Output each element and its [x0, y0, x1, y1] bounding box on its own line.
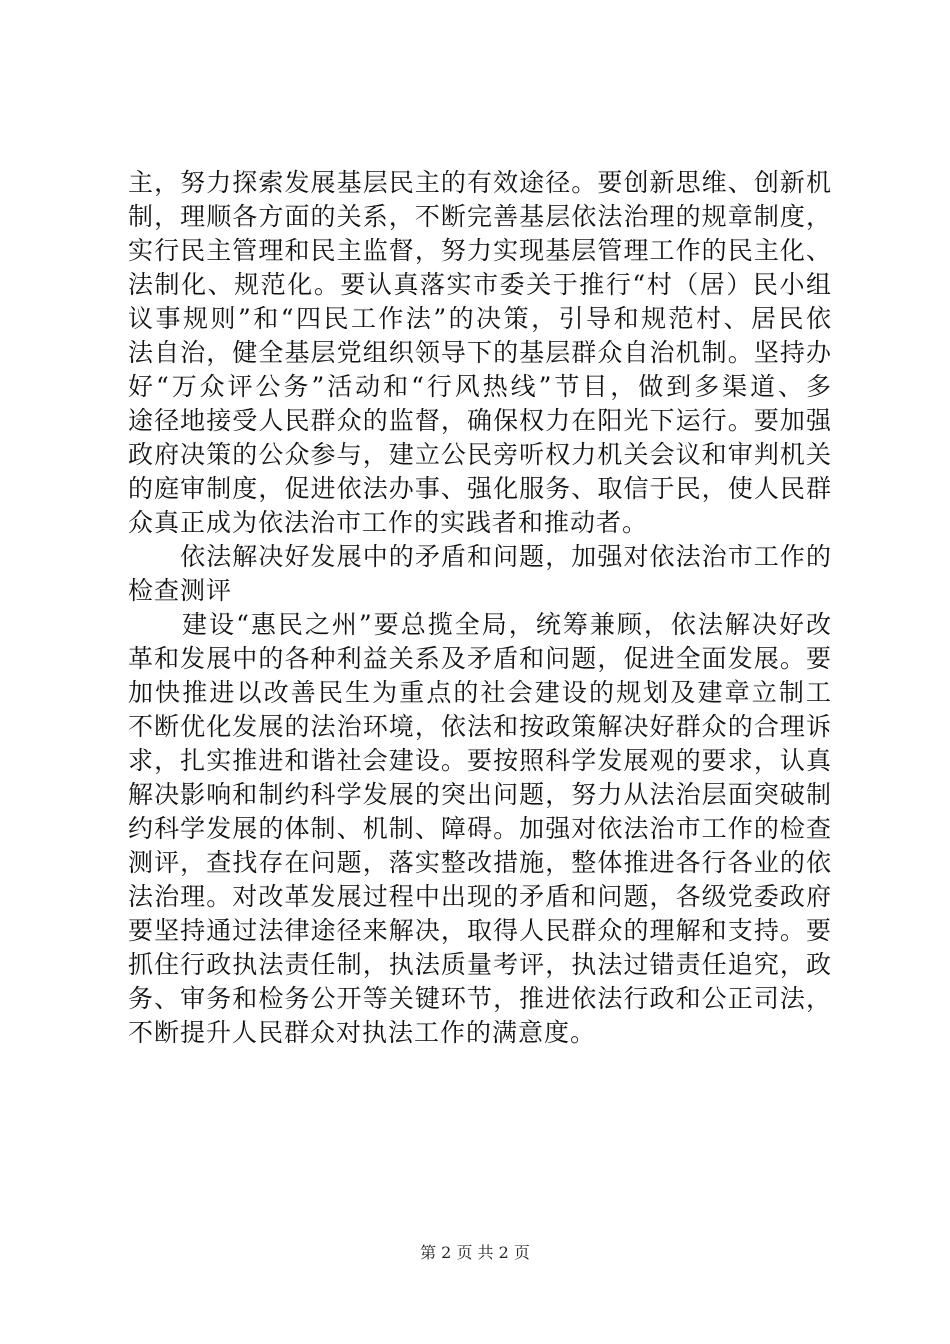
text-line: 议事规则”和“四民工作法”的决策，引导和规范村、居民依	[128, 304, 832, 333]
text-line: 不断提升人民群众对执法工作的满意度。	[128, 1018, 597, 1047]
text-line: 主，努力探索发展基层民主的有效途径。要创新思维、创新机	[128, 168, 832, 197]
text-line: 政府决策的公众参与，建立公民旁听权力机关会议和审判机关	[128, 440, 832, 469]
text-line: 革和发展中的各种利益关系及矛盾和问题，促进全面发展。要	[128, 644, 832, 673]
page-number-footer: 第 2 页 共 2 页	[420, 1243, 530, 1262]
text-line: 求，扎实推进和谐社会建设。要按照科学发展观的要求，认真	[128, 746, 832, 775]
text-line: 抓住行政执法责任制，执法质量考评，执法过错责任追究，政	[128, 950, 832, 979]
text-line: 制，理顺各方面的关系，不断完善基层依法治理的规章制度，	[128, 202, 832, 231]
text-line: 众真正成为依法治市工作的实践者和推动者。	[128, 508, 649, 537]
text-line: 法制化、规范化。要认真落实市委关于推行“村（居）民小组	[128, 270, 832, 299]
text-line: 要坚持通过法律途径来解决，取得人民群众的理解和支持。要	[128, 916, 832, 945]
text-line: 检查测评	[128, 576, 233, 605]
text-line: 途径地接受人民群众的监督，确保权力在阳光下运行。要加强	[128, 406, 832, 435]
text-line: 不断优化发展的法治环境，依法和按政策解决好群众的合理诉	[128, 712, 832, 741]
text-line: 务、审务和检务公开等关键环节，推进依法行政和公正司法，	[128, 984, 832, 1013]
text-line: 约科学发展的体制、机制、障碍。加强对依法治市工作的检查	[128, 814, 832, 843]
text-line: 好“万众评公务”活动和“行风热线”节目，做到多渠道、多	[128, 372, 832, 401]
text-line: 法治理。对改革发展过程中出现的矛盾和问题，各级党委政府	[128, 882, 832, 911]
text-line: 建设“惠民之州”要总揽全局，统筹兼顾，依法解决好改	[128, 610, 832, 639]
text-line: 解决影响和制约科学发展的突出问题，努力从法治层面突破制	[128, 780, 832, 809]
text-line: 法自治，健全基层党组织领导下的基层群众自治机制。坚持办	[128, 338, 832, 367]
text-line: 的庭审制度，促进依法办事、强化服务、取信于民，使人民群	[128, 474, 832, 503]
text-line: 加快推进以改善民生为重点的社会建设的规划及建章立制工	[128, 678, 832, 707]
text-line: 测评，查找存在问题，落实整改措施，整体推进各行各业的依	[128, 848, 832, 877]
body-text	[128, 166, 832, 1050]
text-line: 依法解决好发展中的矛盾和问题，加强对依法治市工作的	[128, 542, 832, 571]
text-line: 实行民主管理和民主监督，努力实现基层管理工作的民主化、	[128, 236, 832, 265]
